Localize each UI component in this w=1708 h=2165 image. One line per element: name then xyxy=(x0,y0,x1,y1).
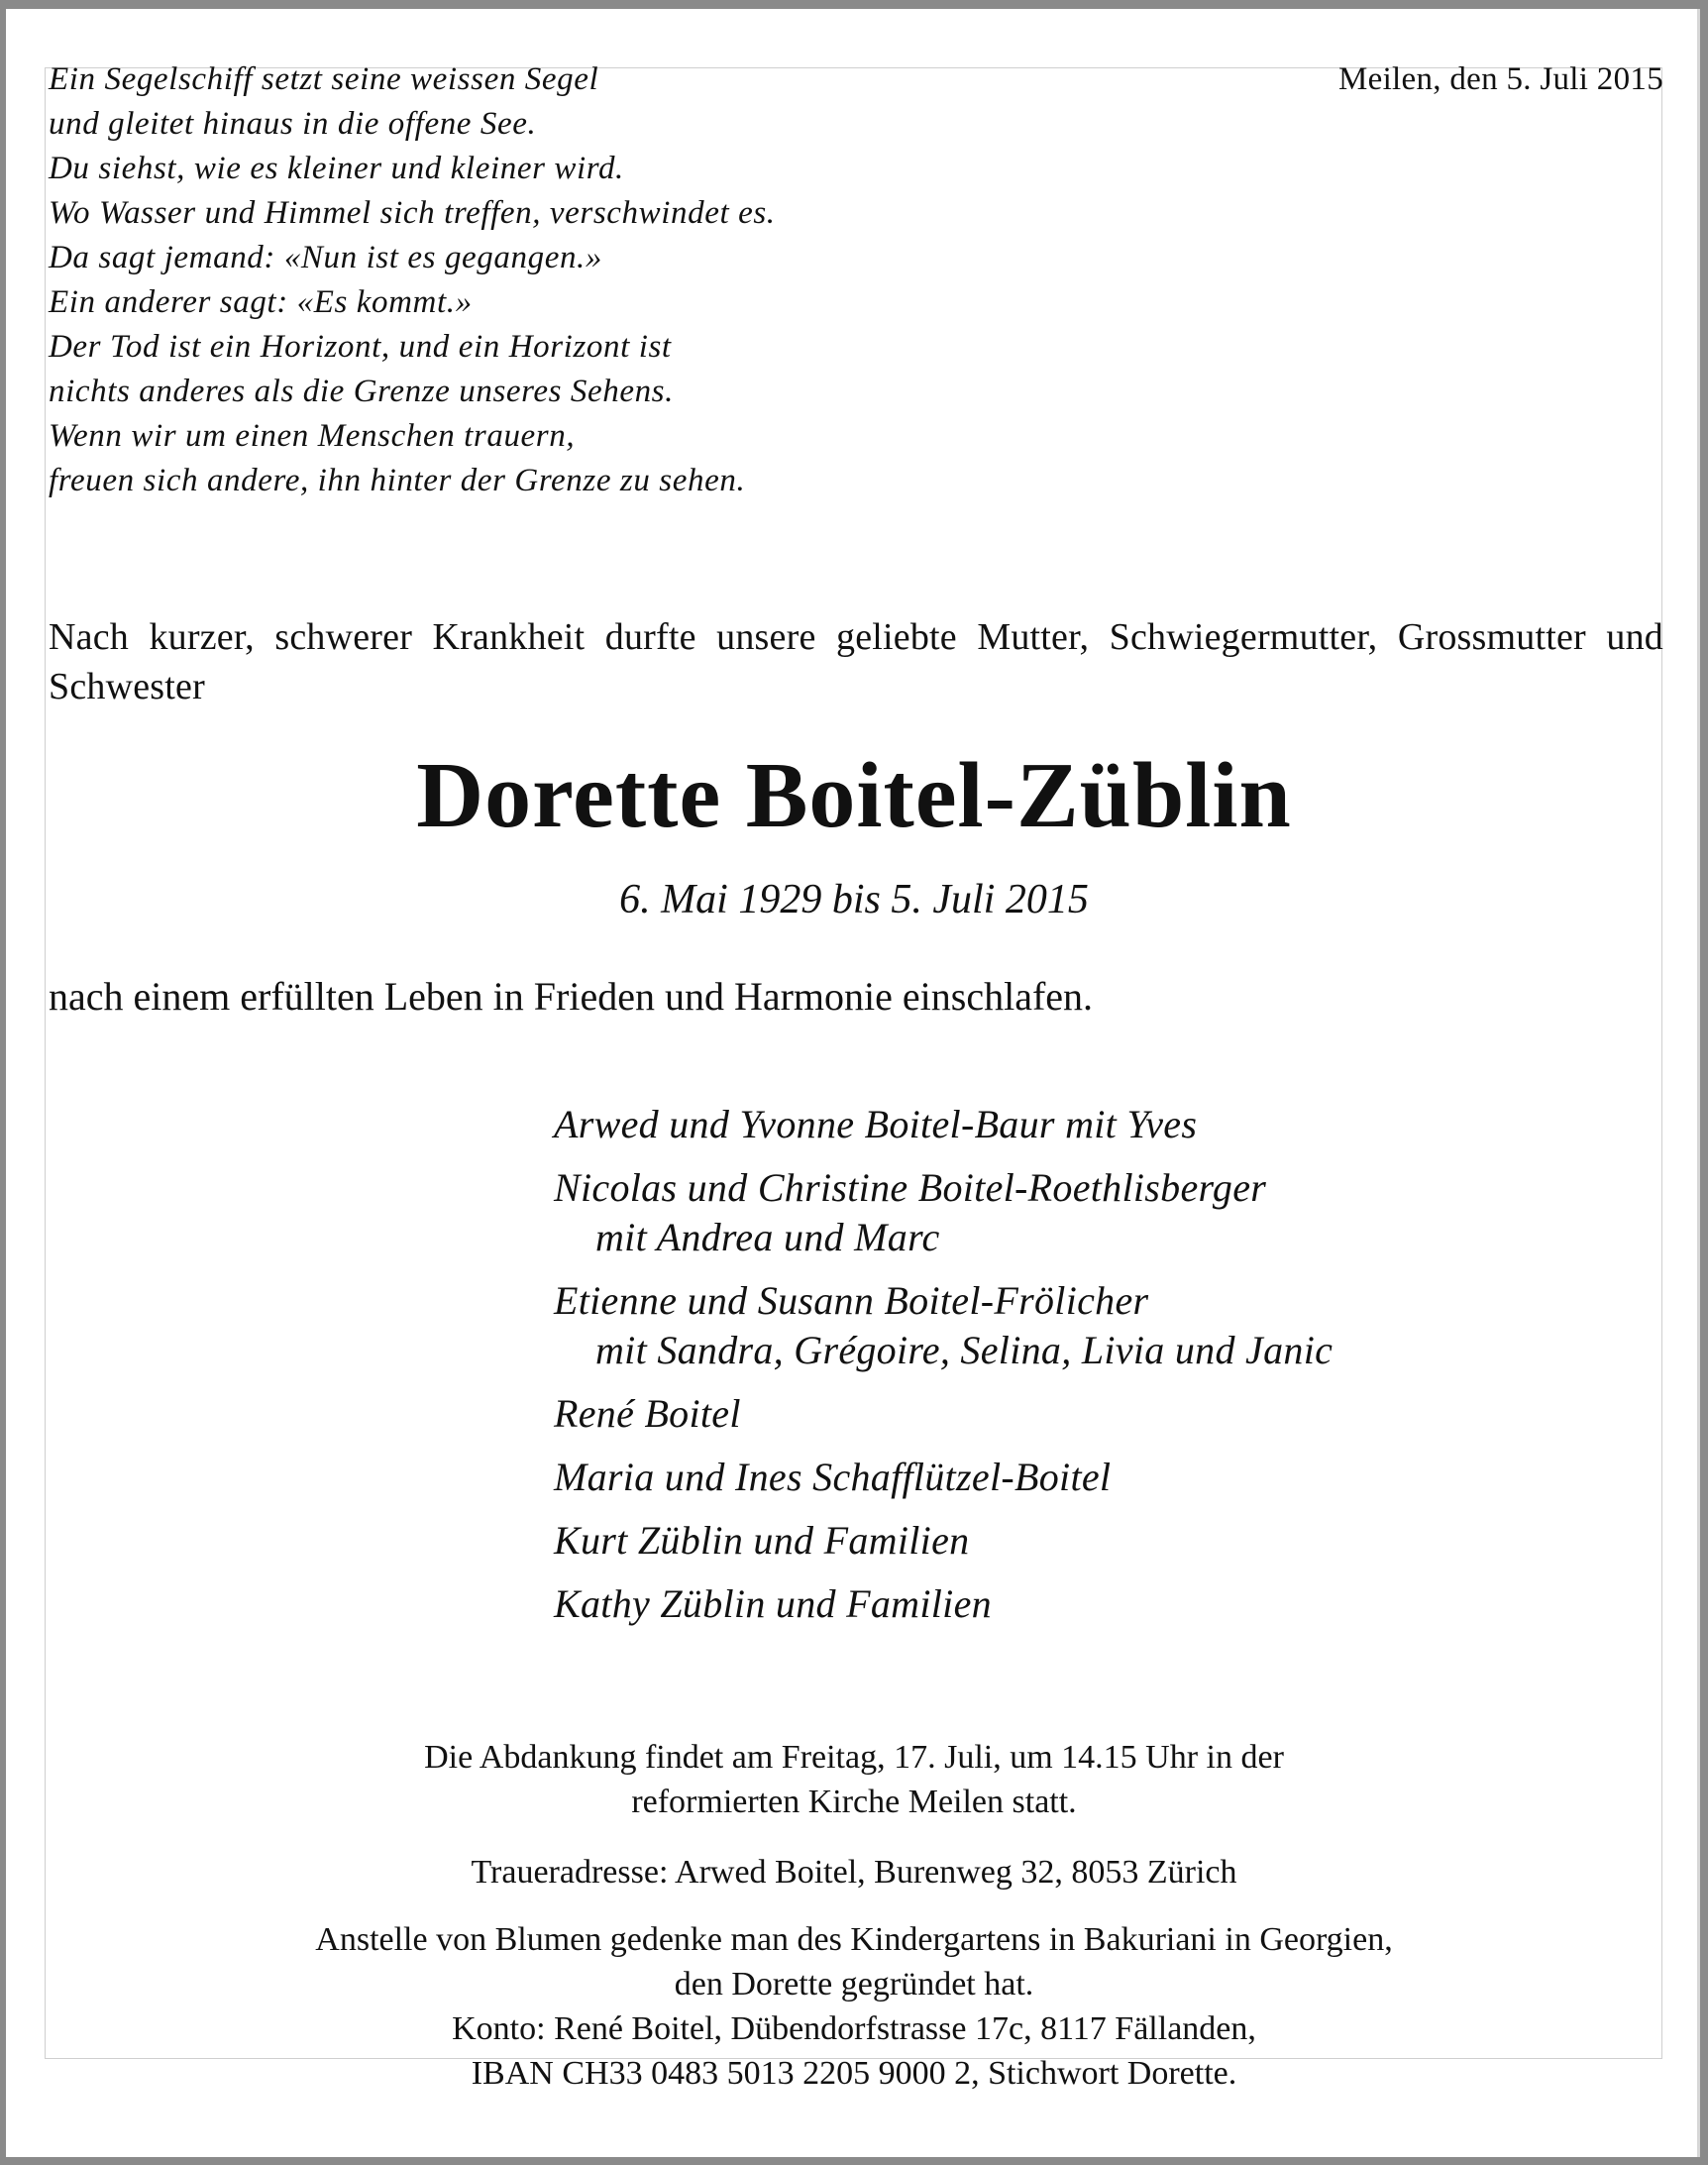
mourner-entry xyxy=(554,1516,1333,1566)
mourners-list xyxy=(554,1100,1333,1643)
mourner-name: Arwed und Yvonne Boitel-Baur mit Yves xyxy=(554,1102,1198,1146)
poem-line: freuen sich andere, ihn hinter der Grenze zu sehen. xyxy=(49,463,746,498)
donation-line: Konto: René Boitel, Dübendorfstrasse 17c, 8117 Fällanden, xyxy=(452,2010,1256,2047)
donation-line: den Dorette gegründet hat. xyxy=(674,1966,1034,2003)
deceased-name: Dorette Boitel-Züblin xyxy=(416,744,1292,847)
mourner-children: mit Sandra, Grégoire, Selina, Livia und Janic xyxy=(595,1328,1334,1372)
donation-info xyxy=(0,1917,1708,2096)
poem-line: Wenn wir um einen Menschen trauern, xyxy=(49,418,576,454)
poem-line: Da sagt jemand: «Nun ist es gegangen.» xyxy=(49,240,603,275)
mourner-name: Kurt Züblin und Familien xyxy=(554,1518,970,1563)
mourner-name: Etienne und Susann Boitel-Frölicher xyxy=(554,1278,1149,1323)
mourning-address xyxy=(0,1850,1708,1894)
mourner-name: Kathy Züblin und Familien xyxy=(554,1581,992,1626)
mourner-entry xyxy=(554,1579,1333,1629)
poem-line: nichts anderes als die Grenze unseres Sehens. xyxy=(49,374,674,409)
mourner-name: Nicolas und Christine Boitel-Roethlisberger xyxy=(554,1165,1267,1210)
poem-line: und gleitet hinaus in die offene See. xyxy=(49,106,537,142)
address-line: Traueradresse: Arwed Boitel, Burenweg 32, 8053 Zürich xyxy=(471,1854,1237,1891)
mourner-entry xyxy=(554,1276,1333,1375)
service-info xyxy=(0,1735,1708,1824)
mourner-name: René Boitel xyxy=(554,1391,741,1436)
poem-line: Wo Wasser und Himmel sich treffen, verschwindet es. xyxy=(49,195,776,231)
mourner-entry xyxy=(554,1163,1333,1262)
mourner-entry xyxy=(554,1389,1333,1439)
poem-line: Der Tod ist ein Horizont, und ein Horizont ist xyxy=(49,329,672,365)
mourner-entry xyxy=(554,1100,1333,1149)
place-date: Meilen, den 5. Juli 2015 xyxy=(1338,61,1663,97)
mourner-entry xyxy=(554,1453,1333,1502)
mourner-children: mit Andrea und Marc xyxy=(595,1215,940,1259)
poem-line: Ein Segelschiff setzt seine weissen Segel xyxy=(49,61,599,97)
donation-line: IBAN CH33 0483 5013 2205 9000 2, Stichwort Dorette. xyxy=(471,2055,1237,2092)
donation-line: Anstelle von Blumen gedenke man des Kindergartens in Bakuriani in Georgien, xyxy=(315,1921,1393,1958)
poem-line: Ein anderer sagt: «Es kommt.» xyxy=(49,284,473,320)
poem-line: Du siehst, wie es kleiner und kleiner wird. xyxy=(49,151,624,186)
page-edge xyxy=(1697,9,1700,2157)
service-line: Die Abdankung findet am Freitag, 17. Juli, um 14.15 Uhr in der xyxy=(424,1739,1284,1776)
closing-text: nach einem erfüllten Leben in Frieden und Harmonie einschlafen. xyxy=(49,974,1094,1019)
service-line: reformierten Kirche Meilen statt. xyxy=(631,1784,1077,1820)
intro-text: Nach kurzer, schwerer Krankheit durfte unsere geliebte Mutter, Schwiegermutter, Grossmutter und Schwester xyxy=(49,616,1663,707)
life-dates: 6. Mai 1929 bis 5. Juli 2015 xyxy=(619,877,1089,922)
mourner-name: Maria und Ines Schafflützel-Boitel xyxy=(554,1455,1112,1499)
poem xyxy=(49,57,776,503)
